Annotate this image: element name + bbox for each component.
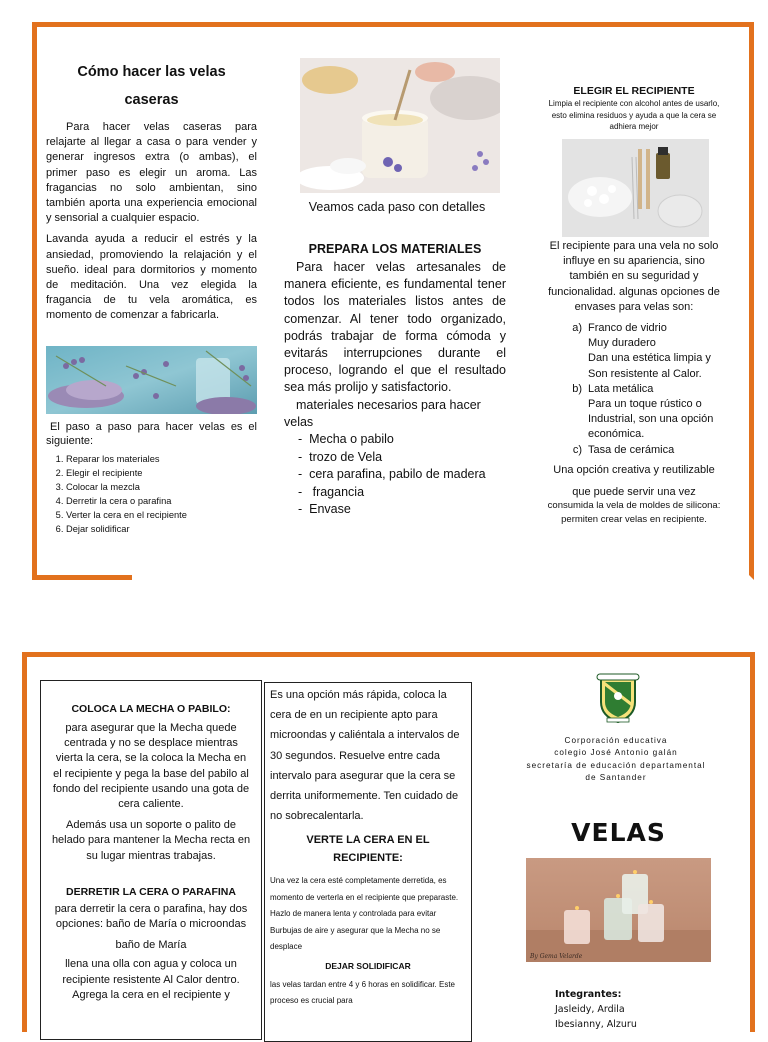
container-body <box>542 239 726 527</box>
material-item: - Envase <box>298 502 351 517</box>
members-label: Integrantes: <box>555 989 622 1000</box>
lavender-image <box>46 346 257 414</box>
pour-paragraph: Una vez la cera esté completamente derretida, es momento de verterla en el recipiente que preparaste. Hazlo de manera lenta y controlada para evitar Burbujas de aire y asegurar que la Mecha no se desplace <box>270 876 459 952</box>
container-section <box>542 85 726 133</box>
material-item: - cera parafina, pabilo de madera <box>298 467 486 482</box>
step-item: 5. Verter la cera en el recipiente <box>66 508 257 522</box>
step-item: 3. Colocar la mezcla <box>66 480 257 494</box>
steps-intro: El paso a paso para hacer velas es el siguiente: <box>46 421 257 447</box>
reusable-line: que puede servir una vez <box>572 485 696 498</box>
creative-option-line: Una opción creativa y reutilizable <box>553 463 715 476</box>
column-intro <box>46 58 257 324</box>
wick-support-paragraph: Además usa un soporte o palito de helado para mantener la Mecha recta en su lugar mientras trabajas. <box>51 819 251 862</box>
container-intro: Limpia el recipiente con alcohol antes de usarlo, esto elimina residuos y ayuda a que la cera se adhiera mejor <box>548 99 720 131</box>
candle-making-image <box>300 58 500 193</box>
institution-line: colegio José Antonio galán <box>554 748 678 758</box>
lavender-paragraph: Lavanda ayuda a reducir el estrés y la ansiedad, promoviendo la relajación y el sueño. ideal para dormitorios y momento de meditación. Una vez elegida la fragancia de tu vela aromática, es momento de comenzar a fabricarla. <box>46 233 257 322</box>
wick-melt-box <box>40 680 262 1040</box>
material-item: - trozo de Vela <box>298 449 383 464</box>
container-heading: ELEGIR EL RECIPIENTE <box>573 85 695 97</box>
materials-paragraph: Para hacer velas artesanales de manera eficiente, es fundamental tener todos los materiales listos antes de comenzar. Al tener todo organizado, podrás trabajar de forma cómoda y evitarás interrupciones durante el proceso, logrando el que el resultado sea más prolijo y satisfactorio. <box>284 260 506 395</box>
container-options <box>542 321 726 458</box>
institution-line: secretaría de educación departamental <box>526 760 706 770</box>
bain-marie-paragraph: llena una olla con agua y coloca un recipiente resistente Al Calor dentro. Agrega la cera en el recipiente y <box>62 958 240 1001</box>
melt-heading: DERRETIR LA CERA O PARAFINA <box>66 885 236 898</box>
steps-section <box>46 420 257 536</box>
brochure-title: Cómo hacer las velas caseras <box>77 64 226 108</box>
material-item: - fragancia <box>298 484 365 499</box>
steps-list <box>46 452 257 536</box>
option-item: a) Franco de vidrio Muy duradero Dan una estética limpia y Son resistente al Calor. <box>572 322 711 380</box>
step-item: 4. Derretir la cera o parafina <box>66 494 257 508</box>
materials-heading: PREPARA LOS MATERIALES <box>308 242 482 256</box>
members-section <box>555 987 715 1032</box>
materials-section <box>284 241 506 519</box>
silicone-molds-line: consumida la vela de moldes de silicona: permiten crear velas en recipiente. <box>547 499 721 525</box>
institution-line: de Santander <box>585 772 647 782</box>
cover-title: VELAS <box>571 818 666 847</box>
pour-heading: VERTE LA CERA EN EL RECIPIENTE: <box>306 834 430 864</box>
wick-heading: COLOCA LA MECHA O PABILO: <box>71 703 231 715</box>
institution-info <box>500 735 732 784</box>
microwave-paragraph: Es una opción más rápida, coloca la cera de en un recipiente apto para microondas y caliéntala a intervalos de 30 segundos. Resuelve entre cada intervalo para asegurar que la cera se derrita uniformemente. Ten cuidado de no sobrecalentarla. <box>270 689 460 823</box>
step-item: 1. Reparar los materiales <box>66 452 257 466</box>
step-item: 6. Dejar solidificar <box>66 522 257 536</box>
container-paragraph: El recipiente para una vela no solo influye en su apariencia, sino también en su seguridad y funcionalidad. algunas opciones de envases para velas son: <box>548 240 720 313</box>
solidify-heading: DEJAR SOLIDIFICAR <box>325 960 411 971</box>
bain-marie-label: baño de María <box>115 939 187 952</box>
member-name: Jasleidy, Ardila <box>555 1004 625 1015</box>
materials-photo <box>562 139 709 237</box>
page-1-bottom-accent <box>32 575 132 580</box>
photo-signature: By Gema Velarde <box>530 953 583 960</box>
option-item: c) Tasa de cerámica <box>572 443 675 456</box>
intro-paragraph: Para hacer velas caseras para relajarte al llegar a casa o para vender y generar ingresos extra (o ambas), el primer paso es elegir un aroma. Las fragancias no solo ambientan, sino también aporta una experiencia emocional y sensorial a cualquier espacio. <box>46 121 257 225</box>
candles-photo <box>526 858 711 962</box>
materials-list <box>284 431 506 519</box>
step-item: 2. Elegir el recipiente <box>66 466 257 480</box>
institution-line: Corporación educativa <box>564 736 668 745</box>
materials-needed-label: materiales necesarios para hacer velas <box>284 397 481 429</box>
option-item: b) Lata metálica Para un toque rústico o Industrial, son una opción económica. <box>572 382 714 441</box>
material-item: - Mecha o pabilo <box>298 432 394 447</box>
details-caption: Veamos cada paso con detalles <box>308 200 486 214</box>
school-crest-logo <box>593 672 643 724</box>
melt-paragraph: para derretir la cera o parafina, hay dos opciones: baño de María o microondas <box>54 902 248 931</box>
pour-solidify-box <box>264 682 472 1042</box>
solidify-paragraph: las velas tardan entre 4 y 6 horas en solidificar. Este proceso es crucial para <box>270 979 455 1005</box>
member-name: Ibesianny, Alzuru <box>555 1019 637 1030</box>
wick-paragraph: para asegurar que la Mecha quede centrada y no se desplace mientras vierta la cera, se la coloca la Mecha en el recipiente y pega la base del pabilo al fondo del recipiente usando una gota de cera caliente. <box>52 722 250 811</box>
